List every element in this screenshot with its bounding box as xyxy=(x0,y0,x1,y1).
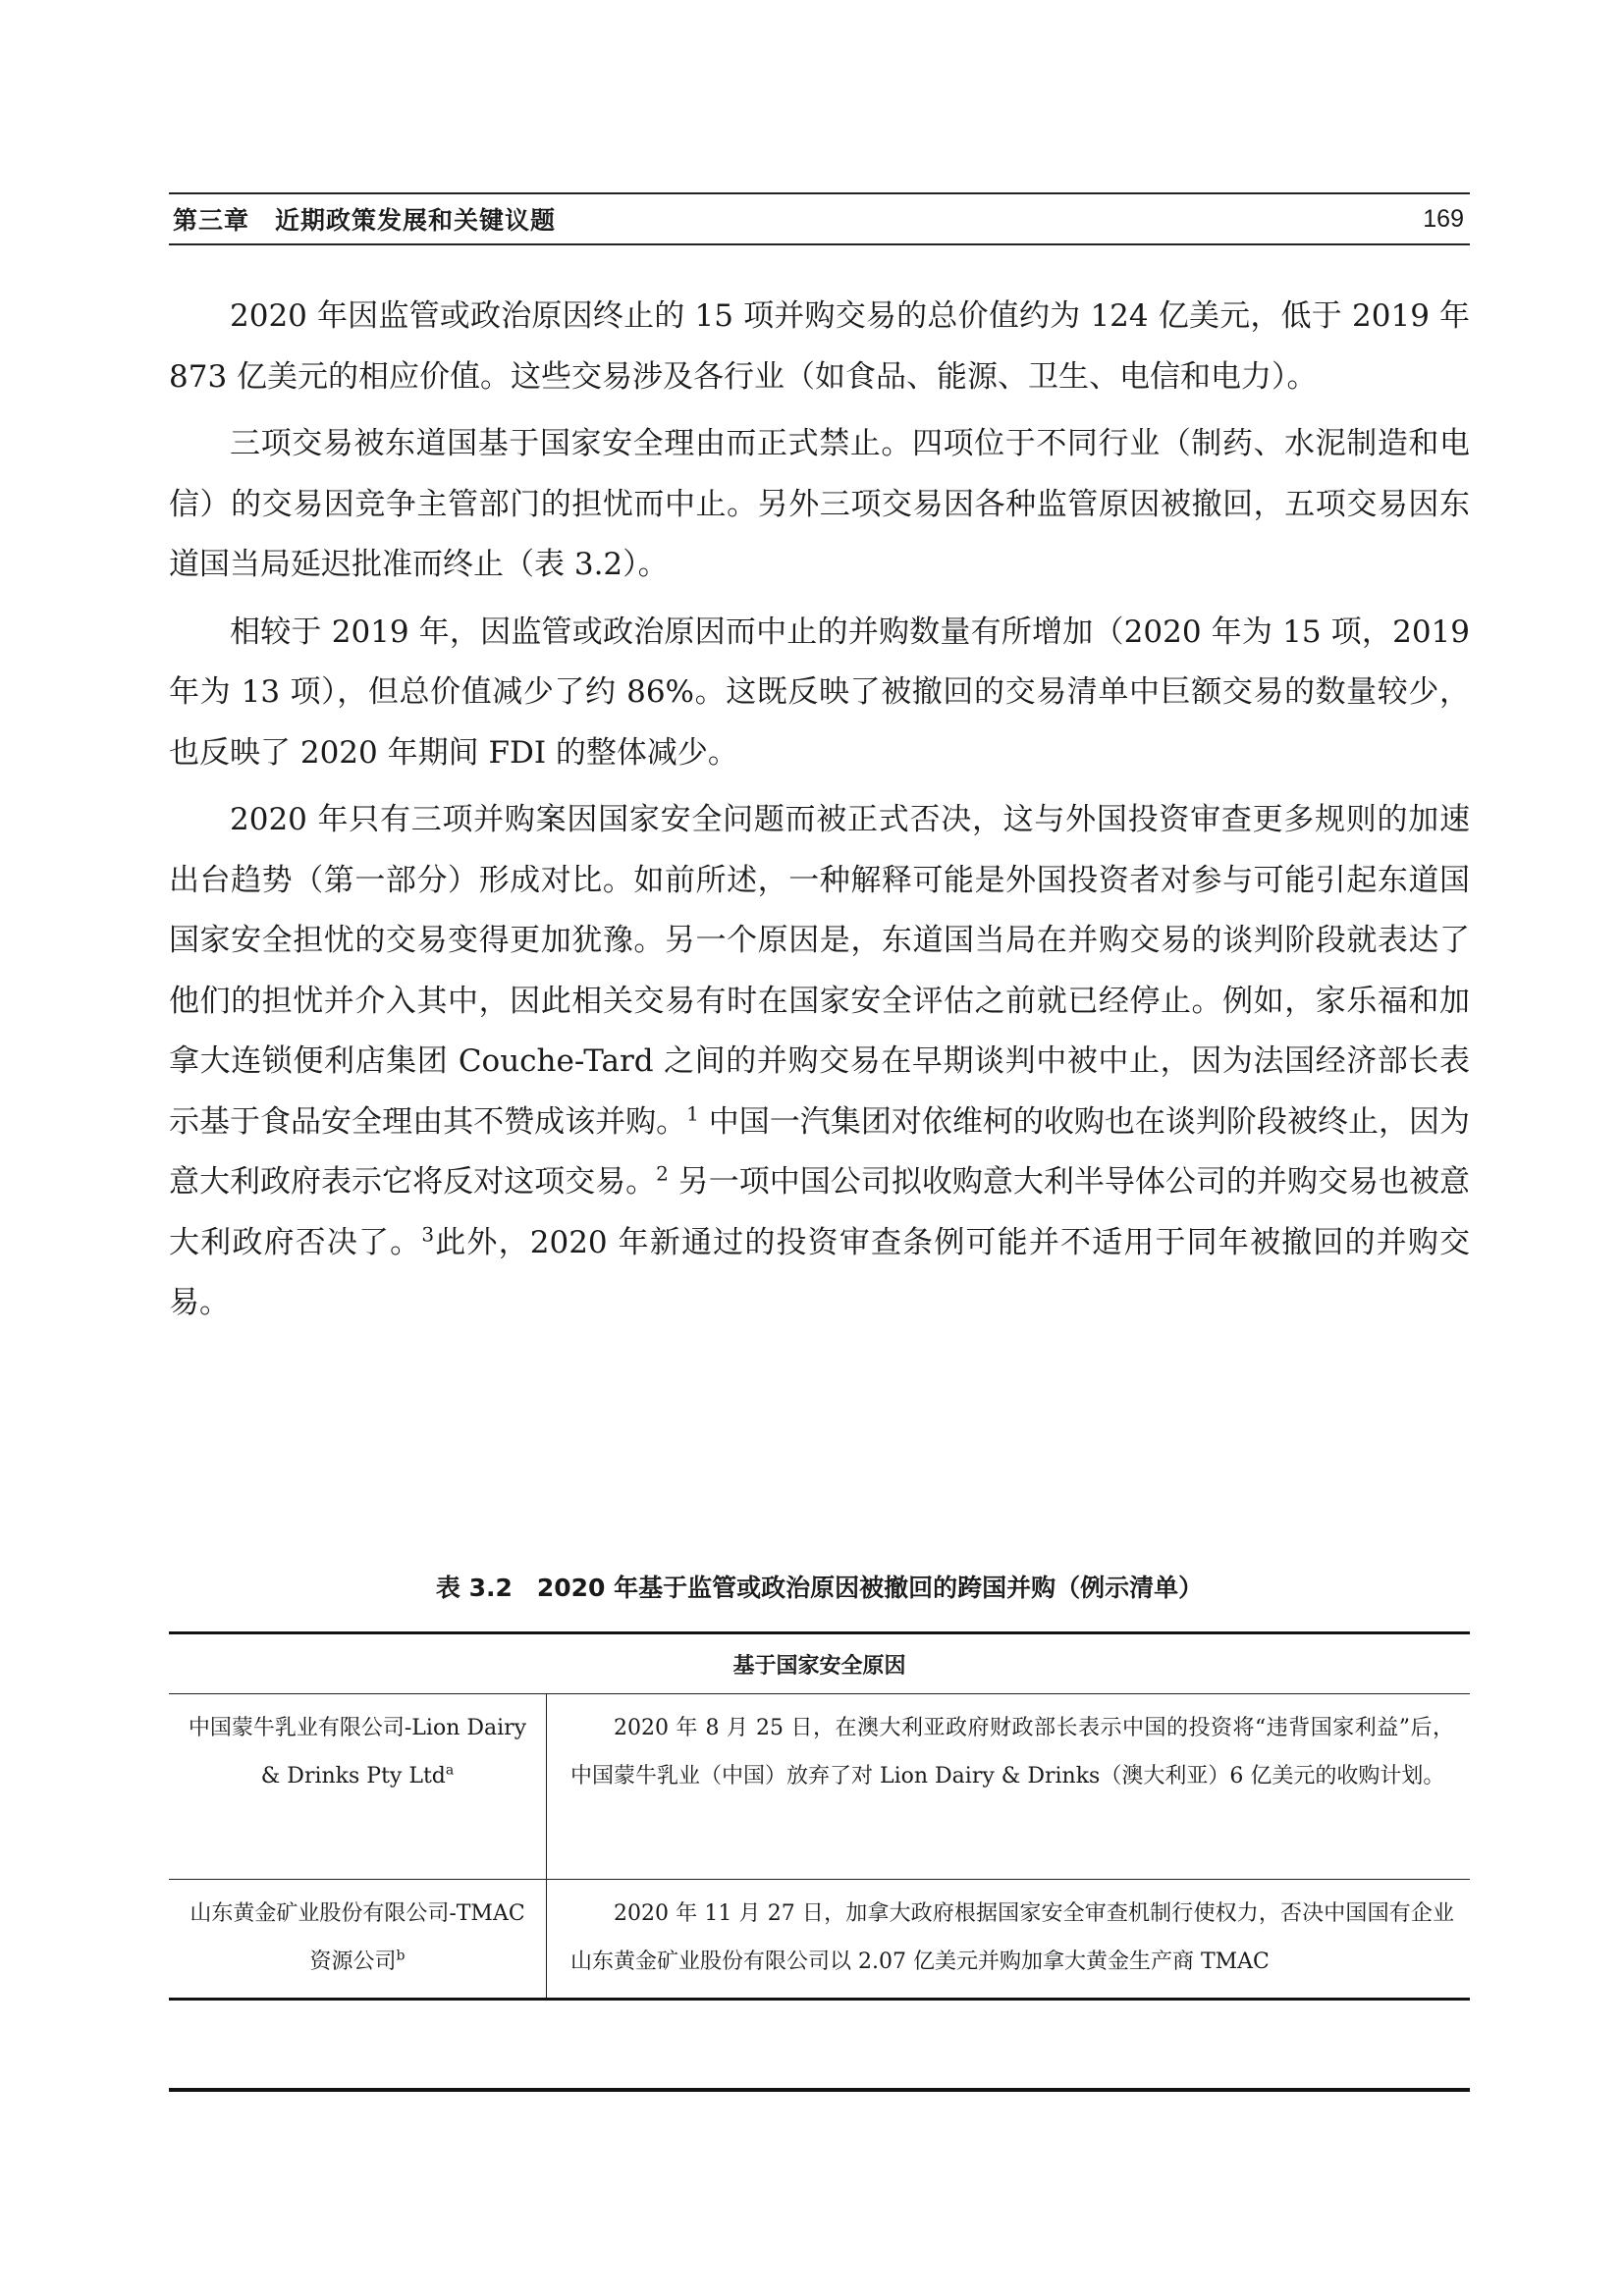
running-header xyxy=(169,192,1470,245)
paragraph-4-part-2: 中国一汽集团对依维柯的收购也在谈判阶段被终止，因为意大利政府表示它将反对这项交易。 xyxy=(169,1103,1470,1200)
deal-description: 2020 年 11 月 27 日，加拿大政府根据国家安全审查机制行使权力，否决中国国有企业山东黄金矿业股份有限公司以 2.07 亿美元并购加拿大黄金生产商 TMAC xyxy=(570,1901,1454,1974)
footnote-ref-3[interactable]: 3 xyxy=(421,1222,435,1247)
body-text xyxy=(169,287,1470,1341)
deals-table xyxy=(169,1631,1470,2001)
table-note-ref[interactable]: b xyxy=(396,1948,406,1964)
deal-description: 2020 年 8 月 25 日，在澳大利亚政府财政部长表示中国的投资将“违背国家利益”后，中国蒙牛乳业（中国）放弃了对 Lion Dairy & Drinks（澳大利亚）6 亿美元的收购计划。 xyxy=(570,1716,1454,1789)
footer-rule xyxy=(169,2088,1470,2092)
paragraph-1: 2020 年因监管或政治原因终止的 15 项并购交易的总价值约为 124 亿美元，低于 2019 年 873 亿美元的相应价值。这些交易涉及各行业（如食品、能源、卫生、电信和电力）。 xyxy=(169,298,1470,395)
table-caption: 表 3.2 2020 年基于监管或政治原因被撤回的跨国并购（例示清单） xyxy=(435,1574,1204,1602)
table-row xyxy=(169,1880,1470,1998)
paragraph-4-part-3: 另一项中国公司拟收购意大利半导体公司的并购交易也被意大利政府否决了。 xyxy=(169,1164,1470,1260)
footnote-ref-2[interactable]: 2 xyxy=(656,1161,669,1186)
chapter-title: 第三章 近期政策发展和关键议题 xyxy=(173,206,557,235)
paragraph-4-part-1: 2020 年只有三项并购案因国家安全问题而被正式否决，这与外国投资审查更多规则的加速出台趋势（第一部分）形成对比。如前所述，一种解释可能是外国投资者对参与可能引起东道国国家安全担忧的交易变得更加犹豫。另一个原因是，东道国当局在并购交易的谈判阶段就表达了他们的担忧并介入其中，因此相关交易有时在国家安全评估之前就已经停止。例如，家乐福和加拿大连锁便利店集团 Couche-Tard 之间的并购交易在早期谈判中被中止，因为法国经济部长表示基于食品安全理由其不赞成该并购。 xyxy=(169,802,1470,1140)
paragraph-4-part-4: 此外，2020 年新通过的投资审查条例可能并不适用于同年被撤回的并购交易。 xyxy=(169,1224,1471,1320)
page-number: 169 xyxy=(1423,204,1464,233)
deal-name-cell xyxy=(169,1694,547,1879)
deal-name: 山东黄金矿业股份有限公司-TMAC 资源公司 xyxy=(189,1901,525,1974)
paragraph-2: 三项交易被东道国基于国家安全理由而正式禁止。四项位于不同行业（制药、水泥制造和电信）的交易因竞争主管部门的担忧而中止。另外三项交易因各种监管原因被撤回，五项交易因东道国当局延迟批准而终止（表 3.2）。 xyxy=(169,426,1470,582)
deal-name-cell xyxy=(169,1880,547,1998)
paragraph-4 xyxy=(169,790,1470,1334)
paragraph-3: 相较于 2019 年，因监管或政治原因而中止的并购数量有所增加（2020 年为 15 项，2019 年为 13 项），但总价值减少了约 86%。这既反映了被撤回的交易清单中巨额交易的数量较少，也反映了 2020 年期间 FDI 的整体减少。 xyxy=(169,614,1470,771)
table-note-ref[interactable]: a xyxy=(445,1762,455,1779)
deal-description-cell xyxy=(547,1694,1470,1879)
table-row xyxy=(169,1694,1470,1880)
deal-name: 中国蒙牛乳业有限公司-Lion Dairy & Drinks Pty Ltd xyxy=(188,1716,527,1789)
table-section-heading: 基于国家安全原因 xyxy=(169,1634,1470,1694)
deal-description-cell xyxy=(547,1880,1470,1998)
footnote-ref-1[interactable]: 1 xyxy=(686,1101,699,1126)
